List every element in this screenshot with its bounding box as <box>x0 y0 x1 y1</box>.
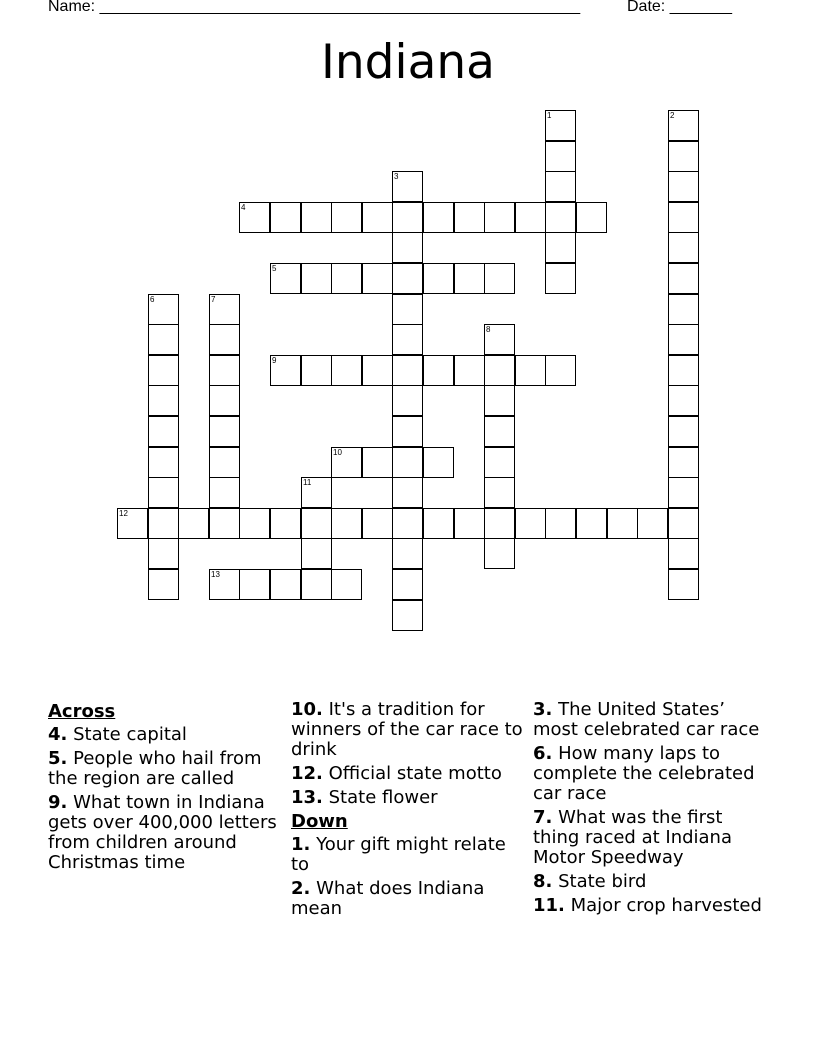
clue-number: 11 <box>303 478 312 487</box>
grid-cell[interactable] <box>331 263 362 294</box>
clue-across-5: 5. People who hail from the region are called <box>48 748 262 789</box>
grid-cell[interactable] <box>484 385 515 416</box>
grid-cell[interactable] <box>454 263 485 294</box>
grid-cell[interactable] <box>607 508 638 539</box>
clues-column-3 <box>533 700 765 920</box>
clue-across-12: 12. Official state motto <box>291 763 502 784</box>
grid-cell[interactable] <box>117 508 148 539</box>
grid-cell[interactable] <box>484 202 515 233</box>
grid-cell[interactable] <box>668 538 699 569</box>
clue-down-2: 2. What does Indiana mean <box>291 878 485 919</box>
grid-cell[interactable] <box>209 324 240 355</box>
grid-cell[interactable] <box>668 355 699 386</box>
grid-cell[interactable] <box>454 355 485 386</box>
grid-cell[interactable] <box>668 171 699 202</box>
clue-number: 8 <box>486 325 491 334</box>
clue-across-10: 10. It's a tradition for winners of the car race to drink <box>291 699 523 760</box>
grid-cell[interactable] <box>209 294 240 325</box>
grid-cell[interactable] <box>301 477 332 508</box>
grid-cell[interactable] <box>392 447 423 478</box>
grid-cell[interactable] <box>576 508 607 539</box>
grid-cell[interactable] <box>270 355 301 386</box>
grid-cell[interactable] <box>301 508 332 539</box>
grid-cell[interactable] <box>148 416 179 447</box>
grid-cell[interactable] <box>239 569 270 600</box>
grid-cell[interactable] <box>362 355 393 386</box>
clue-number: 7 <box>211 295 216 304</box>
clue-number: 12 <box>119 509 128 518</box>
grid-cell[interactable] <box>545 355 576 386</box>
clue-number: 13 <box>211 570 220 579</box>
name-line: ______________________________________________________ <box>99 0 581 15</box>
grid-cell[interactable] <box>668 447 699 478</box>
grid-cell[interactable] <box>668 477 699 508</box>
grid-cell[interactable] <box>668 263 699 294</box>
grid-cell[interactable] <box>392 263 423 294</box>
grid-cell[interactable] <box>392 294 423 325</box>
grid-cell[interactable] <box>423 263 454 294</box>
grid-cell[interactable] <box>484 477 515 508</box>
grid-cell[interactable] <box>423 447 454 478</box>
grid-cell[interactable] <box>392 538 423 569</box>
clue-across-9: 9. What town in Indiana gets over 400,000 letters from children around Christmas time <box>48 792 277 873</box>
grid-cell[interactable] <box>668 324 699 355</box>
grid-cell[interactable] <box>515 355 546 386</box>
grid-cell[interactable] <box>209 508 240 539</box>
grid-cell[interactable] <box>331 202 362 233</box>
grid-cell[interactable] <box>392 385 423 416</box>
grid-cell[interactable] <box>178 508 209 539</box>
grid-cell[interactable] <box>392 508 423 539</box>
grid-cell[interactable] <box>331 569 362 600</box>
grid-cell[interactable] <box>209 416 240 447</box>
clue-number: 6 <box>150 295 155 304</box>
grid-cell[interactable] <box>392 232 423 263</box>
grid-cell[interactable] <box>392 355 423 386</box>
grid-cell[interactable] <box>239 508 270 539</box>
grid-cell[interactable] <box>423 202 454 233</box>
grid-cell[interactable] <box>484 416 515 447</box>
grid-cell[interactable] <box>270 263 301 294</box>
grid-cell[interactable] <box>423 508 454 539</box>
grid-cell[interactable] <box>148 538 179 569</box>
grid-cell[interactable] <box>148 508 179 539</box>
clues-column-1 <box>48 700 280 877</box>
grid-cell[interactable] <box>392 569 423 600</box>
grid-cell[interactable] <box>392 600 423 631</box>
grid-cell[interactable] <box>423 355 454 386</box>
grid-cell[interactable] <box>148 294 179 325</box>
grid-cell[interactable] <box>301 569 332 600</box>
grid-cell[interactable] <box>515 508 546 539</box>
grid-cell[interactable] <box>484 355 515 386</box>
grid-cell[interactable] <box>454 508 485 539</box>
clue-number: 5 <box>272 264 277 273</box>
clue-down-8: 8. State bird <box>533 871 647 892</box>
page-title: Indiana <box>321 35 495 90</box>
clue-down-3: 3. The United States’ most celebrated car race <box>533 699 760 740</box>
name-label: Name: <box>48 0 96 15</box>
grid-cell[interactable] <box>576 202 607 233</box>
grid-cell[interactable] <box>331 508 362 539</box>
grid-cell[interactable] <box>270 569 301 600</box>
down-heading: Down <box>291 811 348 832</box>
clue-down-7: 7. What was the first thing raced at Indiana Motor Speedway <box>533 807 732 868</box>
clue-number: 10 <box>333 448 342 457</box>
grid-cell[interactable] <box>545 508 576 539</box>
grid-cell[interactable] <box>668 508 699 539</box>
grid-cell[interactable] <box>331 447 362 478</box>
grid-cell[interactable] <box>484 447 515 478</box>
grid-cell[interactable] <box>545 171 576 202</box>
clue-number: 1 <box>547 111 552 120</box>
grid-cell[interactable] <box>301 355 332 386</box>
grid-cell[interactable] <box>148 477 179 508</box>
grid-cell[interactable] <box>362 263 393 294</box>
grid-cell[interactable] <box>668 416 699 447</box>
clue-across-13: 13. State flower <box>291 787 438 808</box>
grid-cell[interactable] <box>209 477 240 508</box>
grid-cell[interactable] <box>392 477 423 508</box>
grid-cell[interactable] <box>392 202 423 233</box>
grid-cell[interactable] <box>148 355 179 386</box>
grid-cell[interactable] <box>545 263 576 294</box>
grid-cell[interactable] <box>515 202 546 233</box>
clue-number: 4 <box>241 203 246 212</box>
grid-cell[interactable] <box>484 538 515 569</box>
grid-cell[interactable] <box>668 110 699 141</box>
grid-cell[interactable] <box>545 202 576 233</box>
grid-cell[interactable] <box>392 416 423 447</box>
grid-cell[interactable] <box>668 569 699 600</box>
across-heading: Across <box>48 701 116 722</box>
grid-cell[interactable] <box>454 202 485 233</box>
grid-cell[interactable] <box>545 110 576 141</box>
grid-cell[interactable] <box>301 263 332 294</box>
grid-cell[interactable] <box>668 232 699 263</box>
grid-cell[interactable] <box>484 263 515 294</box>
grid-cell[interactable] <box>484 508 515 539</box>
grid-cell[interactable] <box>392 324 423 355</box>
grid-cell[interactable] <box>545 232 576 263</box>
grid-cell[interactable] <box>668 202 699 233</box>
clue-number: 2 <box>670 111 675 120</box>
grid-cell[interactable] <box>209 385 240 416</box>
clues-column-2 <box>291 700 523 923</box>
grid-cell[interactable] <box>209 447 240 478</box>
grid-cell[interactable] <box>392 171 423 202</box>
grid-cell[interactable] <box>362 447 393 478</box>
grid-cell[interactable] <box>331 355 362 386</box>
grid-cell[interactable] <box>270 508 301 539</box>
grid-cell[interactable] <box>209 355 240 386</box>
grid-cell[interactable] <box>270 202 301 233</box>
grid-cell[interactable] <box>301 538 332 569</box>
grid-cell[interactable] <box>362 202 393 233</box>
grid-cell[interactable] <box>239 202 270 233</box>
grid-cell[interactable] <box>484 324 515 355</box>
clue-across-4: 4. State capital <box>48 724 187 745</box>
grid-cell[interactable] <box>148 447 179 478</box>
clue-down-1: 1. Your gift might relate to <box>291 834 506 875</box>
clue-down-6: 6. How many laps to complete the celebrated car race <box>533 743 755 804</box>
grid-cell[interactable] <box>148 385 179 416</box>
date-line: _______ <box>669 0 732 15</box>
grid-cell[interactable] <box>148 569 179 600</box>
grid-cell[interactable] <box>668 141 699 172</box>
grid-cell[interactable] <box>668 385 699 416</box>
grid-cell[interactable] <box>301 202 332 233</box>
grid-cell[interactable] <box>148 324 179 355</box>
grid-cell[interactable] <box>545 141 576 172</box>
clue-down-11: 11. Major crop harvested <box>533 895 762 916</box>
date-label: Date: <box>627 0 666 15</box>
clue-number: 3 <box>394 172 399 181</box>
clue-number: 9 <box>272 356 277 365</box>
grid-cell[interactable] <box>209 569 240 600</box>
grid-cell[interactable] <box>362 508 393 539</box>
grid-cell[interactable] <box>637 508 668 539</box>
grid-cell[interactable] <box>668 294 699 325</box>
